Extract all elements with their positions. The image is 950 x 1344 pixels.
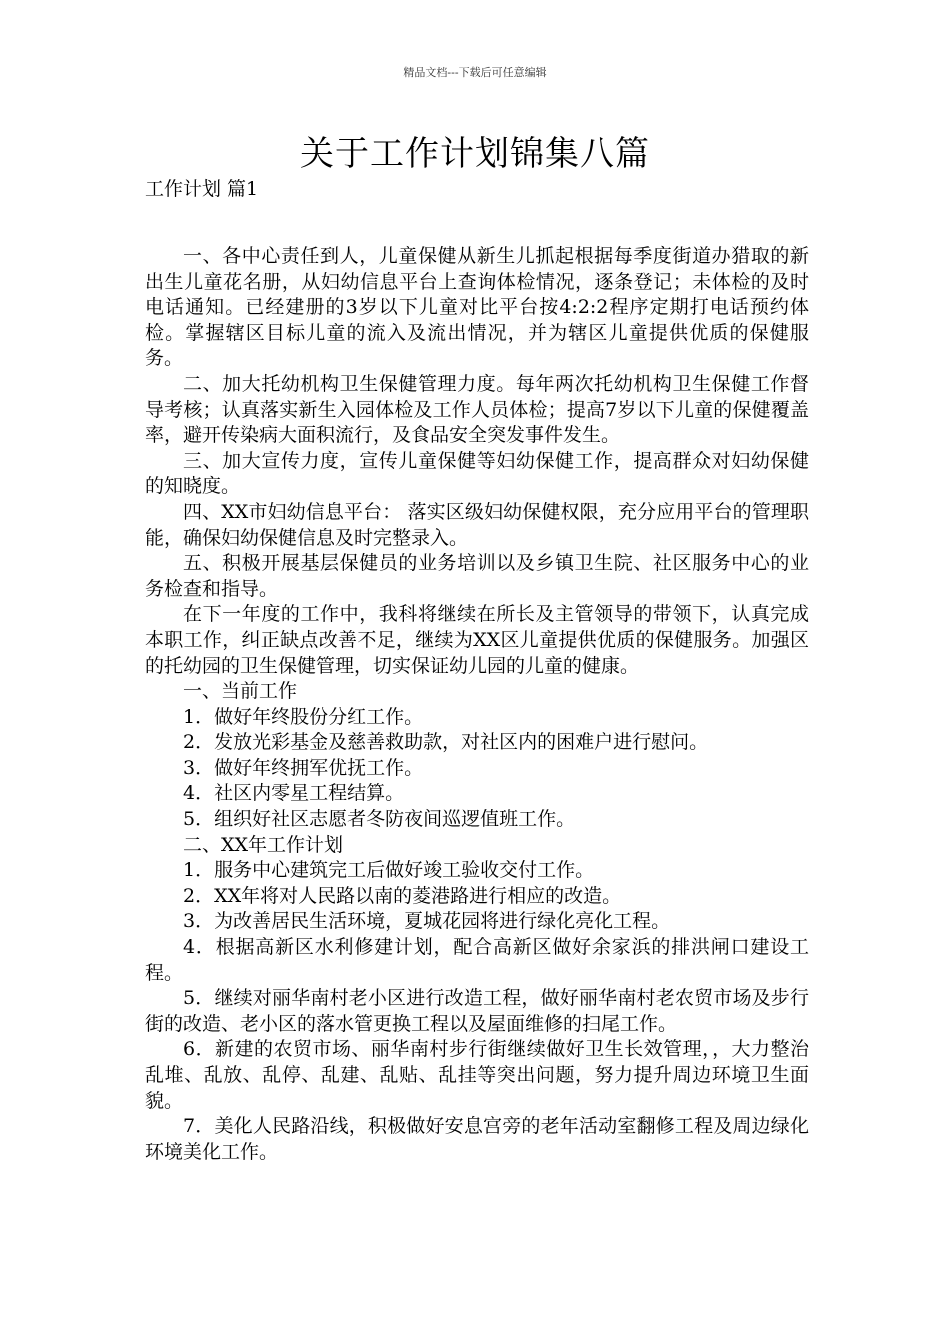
- list-item: 1．做好年终股份分红工作。: [183, 705, 424, 728]
- paragraph: 四、XX市妇幼信息平台： 落实区级妇幼保健权限，充分应用平台的管理职能，确保妇幼保健信息及时完整录入。: [145, 500, 809, 549]
- section-heading: 一、当前工作: [183, 680, 298, 703]
- list-item: 4．社区内零星工程结算。: [183, 782, 405, 805]
- document-body: [145, 244, 809, 1165]
- list-item: 4．根据高新区水利修建计划，配合高新区做好余家浜的排洪闸口建设工程。: [145, 936, 809, 984]
- list-item: 7．美化人民路沿线，积极做好安息宫旁的老年活动室翻修工程及周边绿化环境美化工作。: [145, 1115, 809, 1163]
- paragraph: 在下一年度的工作中，我科将继续在所长及主管领导的带领下，认真完成本职工作，纠正缺点改善不足，继续为XX区儿童提供优质的保健服务。加强区的托幼园的卫生保健管理，切实保证幼儿园的儿童的健康。: [145, 603, 809, 677]
- list-item: 1．服务中心建筑完工后做好竣工验收交付工作。: [183, 859, 595, 882]
- list-item: 3．为改善居民生活环境，夏城花园将进行绿化亮化工程。: [183, 910, 671, 933]
- section-subtitle: 工作计划 篇1: [145, 178, 259, 200]
- list-item: 5．继续对丽华南村老小区进行改造工程，做好丽华南村老农贸市场及步行街的改造、老小区的落水管更换工程以及屋面维修的扫尾工作。: [145, 987, 809, 1035]
- list-item: 5．组织好社区志愿者冬防夜间巡逻值班工作。: [183, 808, 576, 831]
- list-item: 6．新建的农贸市场、丽华南村步行街继续做好卫生长效管理，，大力整治乱堆、乱放、乱停、乱建、乱贴、乱挂等突出问题，努力提升周边环境卫生面貌。: [145, 1038, 809, 1112]
- document-title: 关于工作计划锦集八篇: [300, 134, 650, 174]
- section-heading: 二、XX年工作计划: [183, 833, 344, 856]
- page-header: 精品文档---下载后可任意编辑: [403, 66, 547, 79]
- list-item: 3．做好年终拥军优抚工作。: [183, 756, 424, 779]
- list-item: 2．XX年将对人民路以南的菱港路进行相应的改造。: [183, 884, 622, 907]
- paragraph: 三、加大宣传力度，宣传儿童保健等妇幼保健工作，提高群众对妇幼保健的知晓度。: [145, 449, 809, 498]
- paragraph: 二、加大托幼机构卫生保健管理力度。每年两次托幼机构卫生保健工作督导考核；认真落实新生入园体检及工作人员体检；提高7岁以下儿童的保健覆盖率，避开传染病大面积流行，及食品安全突发事件发生。: [145, 372, 809, 447]
- paragraph: 五、积极开展基层保健员的业务培训以及乡镇卫生院、社区服务中心的业务检查和指导。: [145, 552, 809, 600]
- list-item: 2．发放光彩基金及慈善救助款，对社区内的困难户进行慰问。: [183, 731, 709, 754]
- paragraph: 一、各中心责任到人，儿童保健从新生儿抓起根据每季度街道办猎取的新出生儿童花名册，从妇幼信息平台上查询体检情况，逐条登记；未体检的及时电话通知。已经建册的3岁以下儿童对比平台按4:2:2程序定期打电话预约体检。掌握辖区目标儿童的流入及流出情况，并为辖区儿童提供优质的保健服务。: [145, 245, 809, 370]
